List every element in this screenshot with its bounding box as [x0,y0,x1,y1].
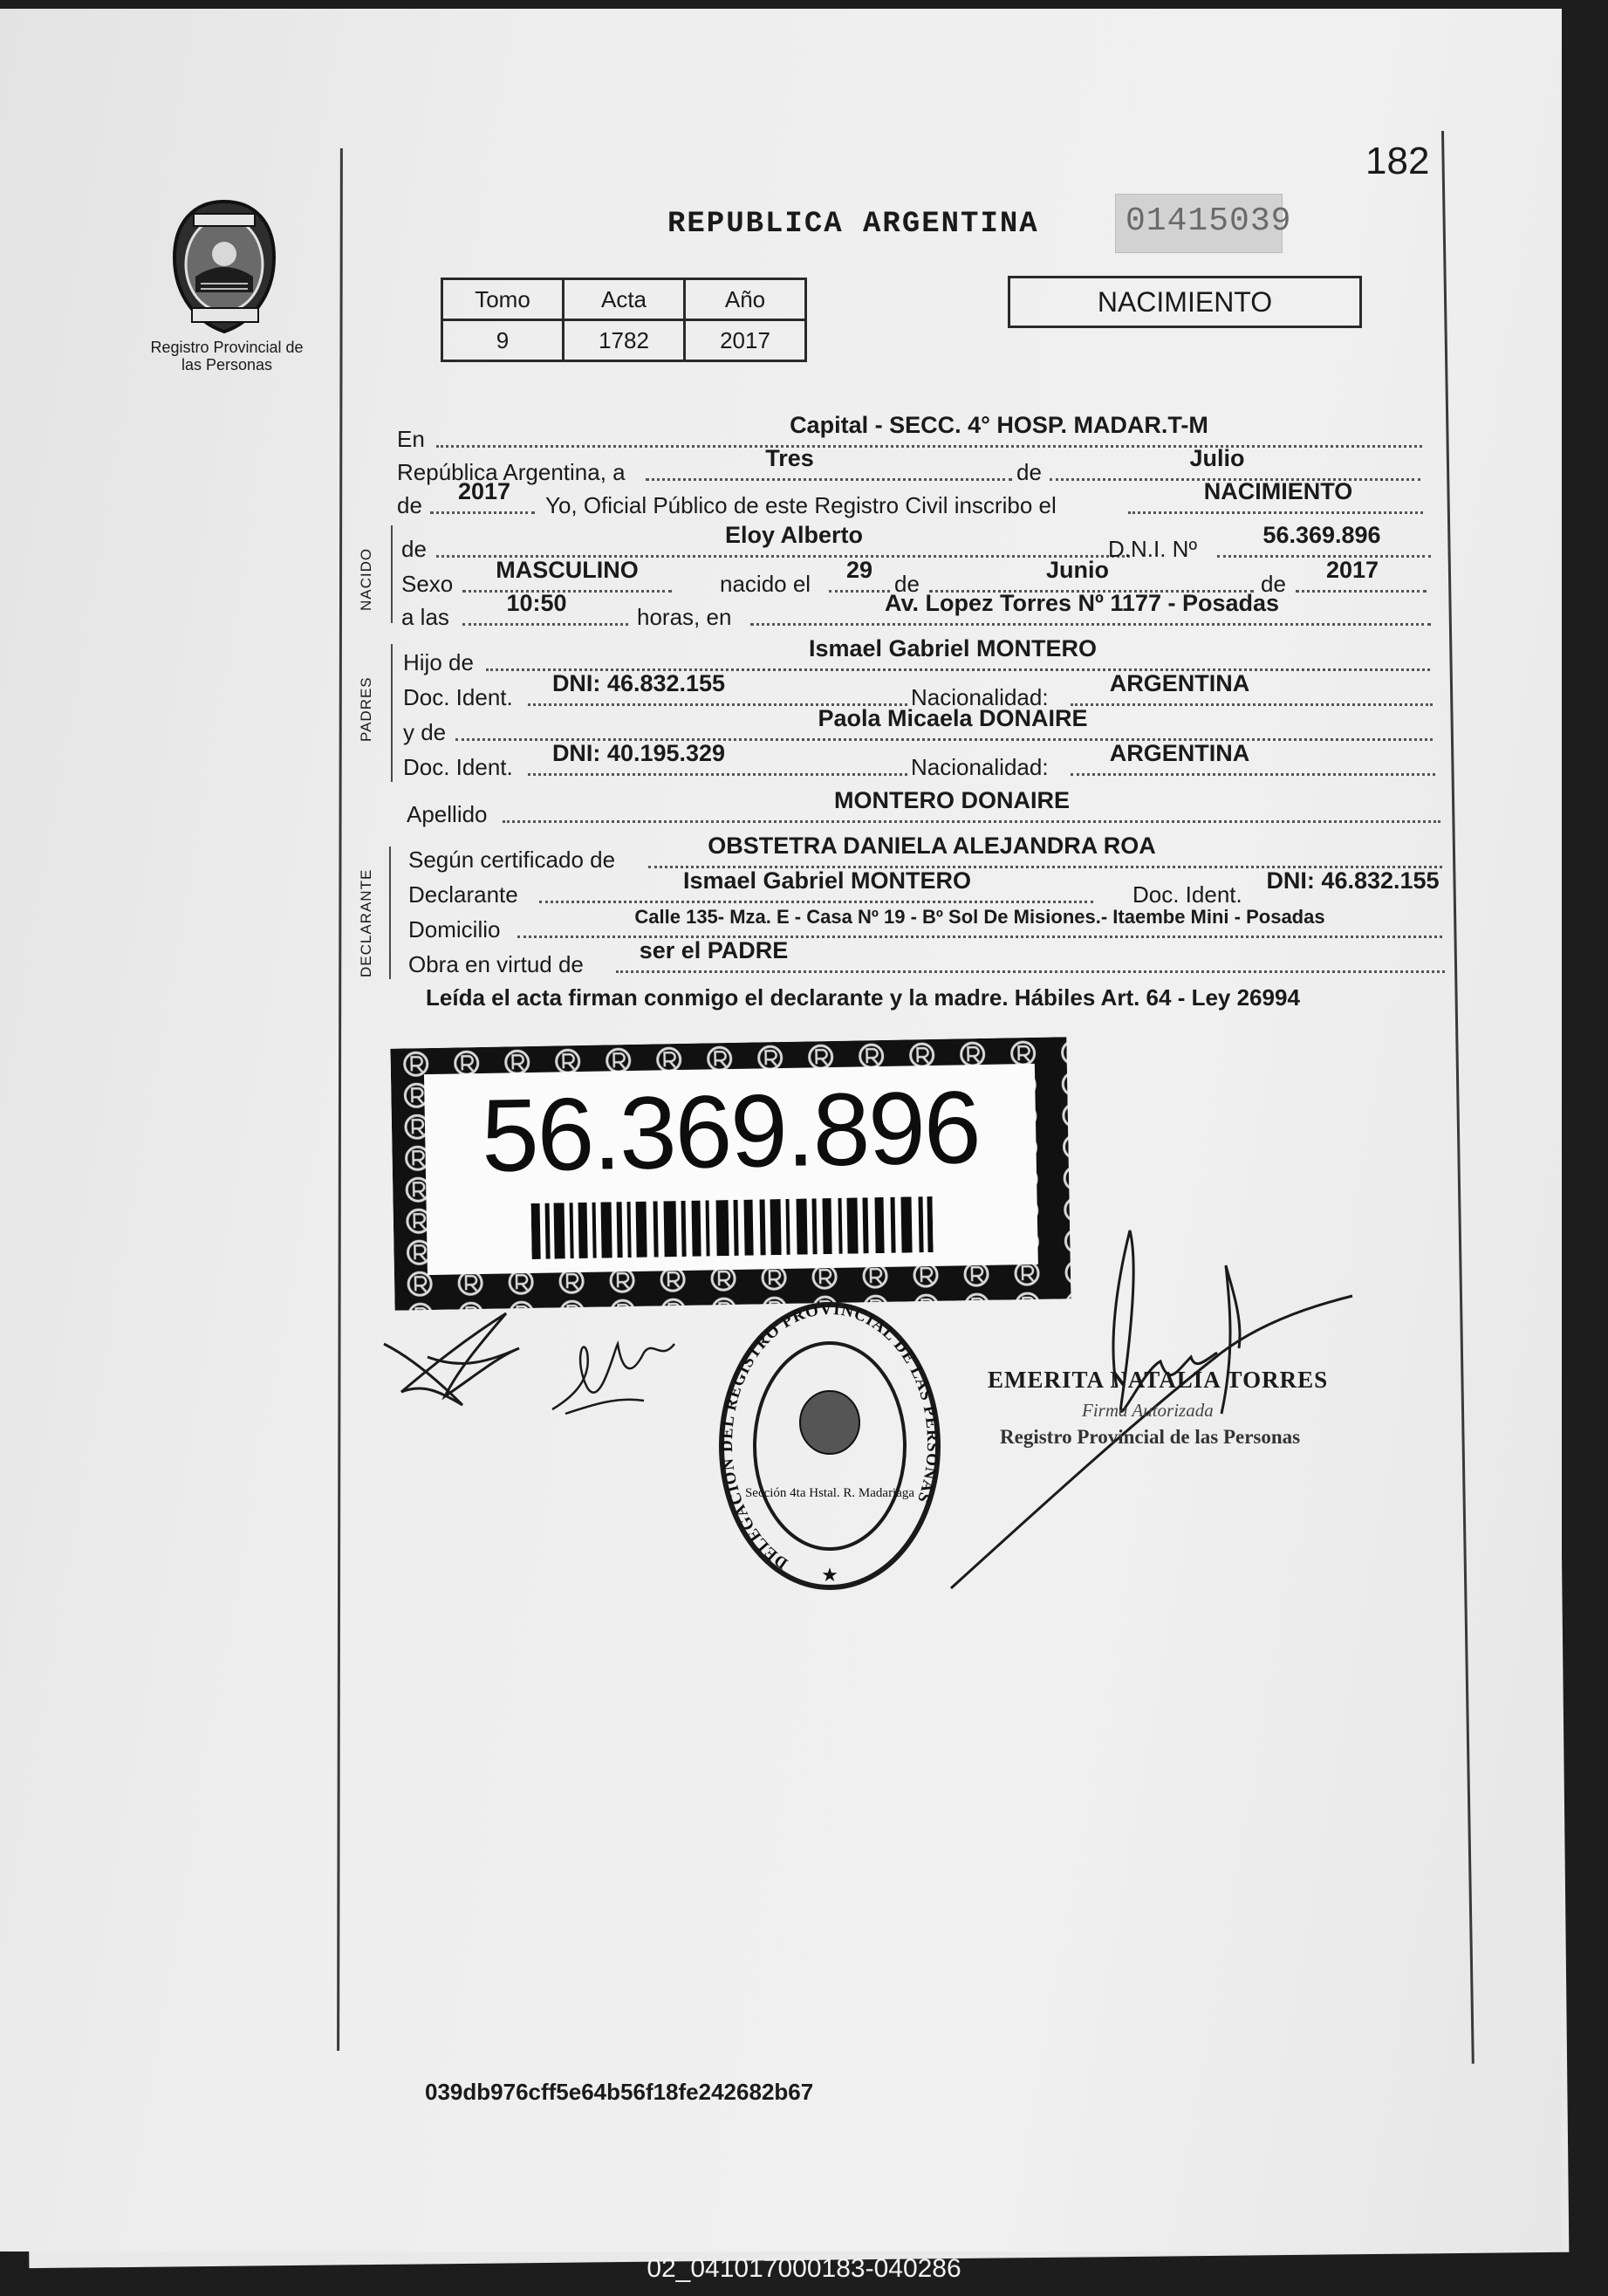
registry-caption: Registro Provincial de las Personas [150,339,304,374]
row-mother-doc [403,740,1433,782]
label-de-child: de [401,536,427,562]
label-nacionalidad-father: Nacionalidad: [911,684,1049,710]
closing-statement: Leída el acta firman conmigo el declarante y la madre. Hábiles Art. 64 - Ley 26994 [426,984,1300,1011]
dotted-line [1296,590,1427,593]
dotted-line [539,901,1093,903]
section-tag-padres: PADRES [358,676,374,742]
value-declarant: Ismael Gabriel MONTERO [682,867,972,894]
dotted-line [1128,511,1423,514]
registry-value-tomo: 9 [442,320,564,361]
dotted-line [528,773,907,776]
label-nacido: nacido el [720,571,811,597]
value-address: Calle 135- Mza. E - Casa Nº 19 - Bº Sol De Misiones.- Itaembe Mini - Posadas [634,906,1325,928]
label-en: En [397,426,425,452]
value-day-words: Tres [765,445,814,471]
label-apellido: Apellido [407,801,488,827]
value-mother-nationality: ARGENTINA [1109,740,1250,766]
value-father-name: Ismael Gabriel MONTERO [808,635,1098,661]
misiones-province-logo [159,196,290,336]
label-nacionalidad-mother: Nacionalidad: [911,754,1049,780]
declarant-signature [375,1309,532,1414]
value-father-nationality: ARGENTINA [1109,670,1250,696]
value-child-name: Eloy Alberto [724,522,864,548]
label-domicilio: Domicilio [408,916,501,942]
scan-file-id: 02_041017000183-040286 [647,2254,961,2283]
serial-number: 01415039 [1126,202,1292,240]
section-bar-nacido [391,525,393,623]
document-hash: 039db976cff5e64b56f18fe242682b67 [425,2079,814,2105]
value-event: NACIMIENTO [1203,478,1353,504]
label-doc-father: Doc. Ident. [403,684,513,710]
registry-value-ano: 2017 [685,320,806,361]
label-de: de [1016,459,1042,485]
label-de-year2: de [1261,571,1286,597]
value-father-doc: DNI: 46.832.155 [551,670,726,696]
official-role: Firma Autorizada [1082,1400,1214,1421]
label-hijo: Hijo de [403,649,474,675]
value-mother-name: Paola Micaela DONAIRE [818,705,1088,731]
value-birth-day: 29 [845,557,873,583]
label-dni: D.N.I. Nº [1108,536,1197,562]
dotted-line [646,478,1012,481]
registry-seal [717,1300,942,1592]
seal-ring-text: DELEGACION DEL REGISTRO PROVINCIAL DE LAS PERSONAS [717,1300,942,1573]
value-declarant-doc: DNI: 46.832.155 [1266,867,1440,894]
mother-signature [548,1326,679,1422]
label-officer: Yo, Oficial Público de este Registro Civil inscribo el [545,492,1057,518]
dotted-line [503,820,1440,823]
label-doc-mother: Doc. Ident. [403,754,513,780]
registry-table [441,278,807,362]
registry-header-acta: Acta [564,279,685,320]
section-bar-padres [391,644,393,782]
value-certificate: OBSTETRA DANIELA ALEJANDRA ROA [708,833,1156,859]
label-y-de: y de [403,719,447,745]
value-birth-place: Av. Lopez Torres Nº 1177 - Posadas [884,590,1280,616]
section-bar-declarante [389,846,391,979]
dotted-line [462,623,628,626]
value-mother-doc: DNI: 40.195.329 [551,740,726,766]
seal-star: ★ [821,1564,838,1586]
row-declarant [408,867,1440,909]
value-surname: MONTERO DONAIRE [834,787,1070,813]
left-margin-line [337,148,343,2051]
label-sexo: Sexo [401,571,454,597]
label-obra: Obra en virtud de [408,951,584,977]
value-month: Julio [1189,445,1245,471]
page-number: 182 [1365,140,1430,182]
row-birth-time [401,590,1431,632]
label-de-year: de [397,492,422,518]
row-role [408,937,1438,979]
registry-table-header-row [442,279,806,320]
official-registry: Registro Provincial de las Personas [1000,1426,1301,1448]
label-declarante: Declarante [408,881,518,908]
value-birth-year: 2017 [1325,557,1379,583]
section-tag-nacido: NACIDO [358,547,374,611]
registry-value-acta: 1782 [564,320,685,361]
registry-table-value-row [442,320,806,361]
value-year: 2017 [457,478,511,504]
record-type-box: NACIMIENTO [1008,276,1362,328]
right-margin-line [1441,131,1475,2064]
dotted-line [430,511,535,514]
registry-header-ano: Año [685,279,806,320]
label-de-month: de [894,571,920,597]
stamp-dni-number: 56.369.896 [480,1070,981,1194]
value-role: ser el PADRE [639,937,789,963]
official-name: EMERITA NATALIA TORRES [988,1367,1329,1393]
label-certificado: Según certificado de [408,846,616,873]
row-surname [407,787,1436,829]
birth-certificate-page [0,9,1562,2251]
value-child-dni: 56.369.896 [1262,522,1381,548]
value-place: Capital - SECC. 4° HOSP. MADAR.T-M [790,412,1208,438]
barcode [531,1196,934,1259]
dotted-line [616,970,1445,973]
value-birth-month: Junio [1046,557,1109,583]
document-heading: REPUBLICA ARGENTINA [667,208,1039,241]
value-birth-time: 10:50 [506,590,567,616]
seal-inner-text: Sección 4ta Hstal. R. Madariaga [744,1486,915,1500]
label-a-las: a las [401,604,449,630]
row-address [408,906,1438,944]
dotted-line [1071,773,1435,776]
dotted-line [750,623,1431,626]
section-tag-declarante: DECLARANTE [358,868,374,977]
label-republica: República Argentina, a [397,459,626,485]
registry-header-tomo: Tomo [442,279,564,320]
label-horas: horas, en [637,604,732,630]
label-doc-declarant: Doc. Ident. [1132,881,1242,908]
value-sex: MASCULINO [496,557,639,583]
row-officer [397,478,1427,520]
